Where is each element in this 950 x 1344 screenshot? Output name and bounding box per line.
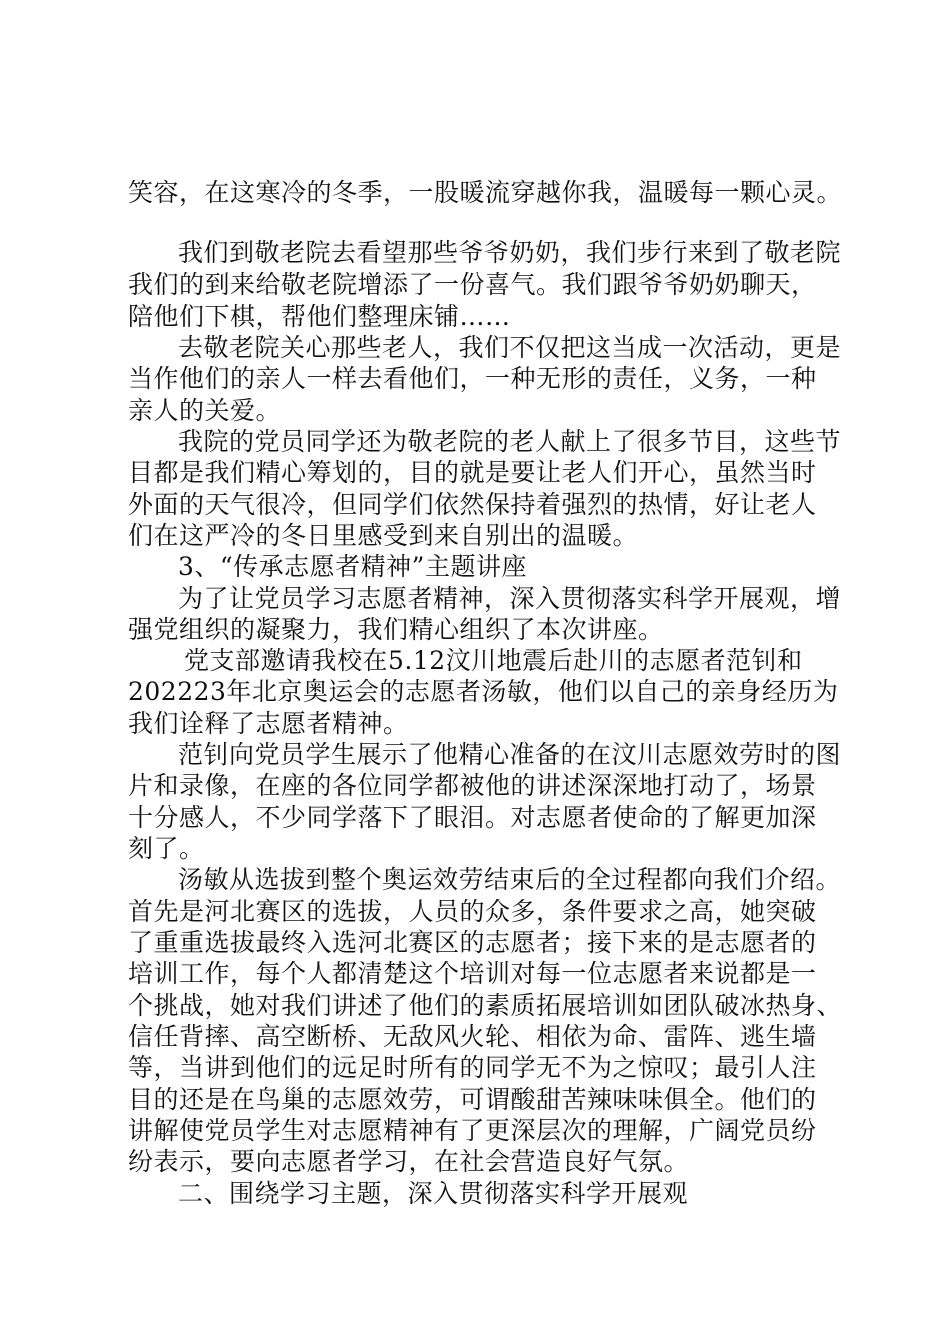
- section-heading: 3、“传承志愿者精神”主题讲座: [178, 552, 527, 581]
- paragraph-line: 首先是河北赛区的选拔，人员的众多，条件要求之高，她突破: [128, 897, 817, 926]
- paragraph-line: 范钊向党员学生展示了他精心准备的在汶川志愿效劳时的图: [178, 740, 842, 769]
- paragraph-line: 目都是我们精心筹划的，目的就是要让老人们开心，虽然当时: [128, 458, 817, 487]
- paragraph-line: 亲人的关爱。: [128, 396, 282, 425]
- paragraph-line: 我们的到来给敬老院增添了一份喜气。我们跟爷爷奶奶聊天，: [128, 270, 817, 299]
- paragraph-line: 纷表示，要向志愿者学习，在社会营造良好气氛。: [128, 1147, 690, 1176]
- paragraph-line: 信任背摔、高空断桥、无敌风火轮、相依为命、雷阵、逃生墙: [128, 1022, 817, 1051]
- paragraph-line: 个挑战，她对我们讲述了他们的素质拓展培训如团队破冰热身、: [128, 991, 843, 1020]
- paragraph-line: 培训工作，每个人都清楚这个培训对每一位志愿者来说都是一: [128, 959, 817, 988]
- paragraph-line: 当作他们的亲人一样去看他们，一种无形的责任，义务，一种: [128, 364, 817, 393]
- paragraph-line: 刻了。: [128, 834, 205, 863]
- paragraph-line: 党支部邀请我校在5.12汶川地震后赴川的志愿者范钊和: [184, 646, 803, 675]
- paragraph-line: 十分感人，不少同学落下了眼泪。对志愿者使命的了解更加深: [128, 803, 817, 832]
- paragraph-line: 目的还是在鸟巢的志愿效劳，可谓酸甜苦辣味味俱全。他们的: [128, 1085, 817, 1114]
- paragraph-line: 去敬老院关心那些老人，我们不仅把这当成一次活动，更是: [178, 333, 842, 362]
- paragraph-line: 外面的天气很冷，但同学们依然保持着强烈的热情，好让老人: [128, 490, 817, 519]
- paragraph-line: 等，当讲到他们的远足时所有的同学无不为之惊叹；最引人注: [128, 1053, 817, 1082]
- paragraph-line: 为了让党员学习志愿者精神，深入贯彻落实科学开展观，增: [178, 584, 842, 613]
- paragraph-line: 我院的党员同学还为敬老院的老人献上了很多节目，这些节: [178, 427, 842, 456]
- paragraph-line: 202223年北京奥运会的志愿者汤敏，他们以自己的亲身经历为: [128, 677, 839, 706]
- paragraph-line: 笑容，在这寒冷的冬季，一股暖流穿越你我，温暖每一颗心灵。: [128, 178, 843, 207]
- paragraph-line: 我们到敬老院去看望那些爷爷奶奶，我们步行来到了敬老院: [178, 238, 842, 267]
- paragraph-line: 片和录像，在座的各位同学都被他的讲述深深地打动了，场景: [128, 771, 817, 800]
- paragraph-line: 强党组织的凝聚力，我们精心组织了本次讲座。: [128, 615, 664, 644]
- paragraph-line: 陪他们下棋，帮他们整理床铺……: [128, 302, 511, 331]
- paragraph-line: 汤敏从选拔到整个奥运效劳结束后的全过程都向我们介绍。: [178, 865, 842, 894]
- paragraph-line: 讲解使党员学生对志愿精神有了更深层次的理解，广阔党员纷: [128, 1116, 817, 1145]
- paragraph-line: 们在这严冷的冬日里感受到来自别出的温暖。: [128, 521, 639, 550]
- section-heading: 二、围绕学习主题，深入贯彻落实科学开展观: [178, 1179, 689, 1208]
- paragraph-line: 了重重选拔最终入选河北赛区的志愿者；接下来的是志愿者的: [128, 928, 817, 957]
- paragraph-line: 我们诠释了志愿者精神。: [128, 709, 409, 738]
